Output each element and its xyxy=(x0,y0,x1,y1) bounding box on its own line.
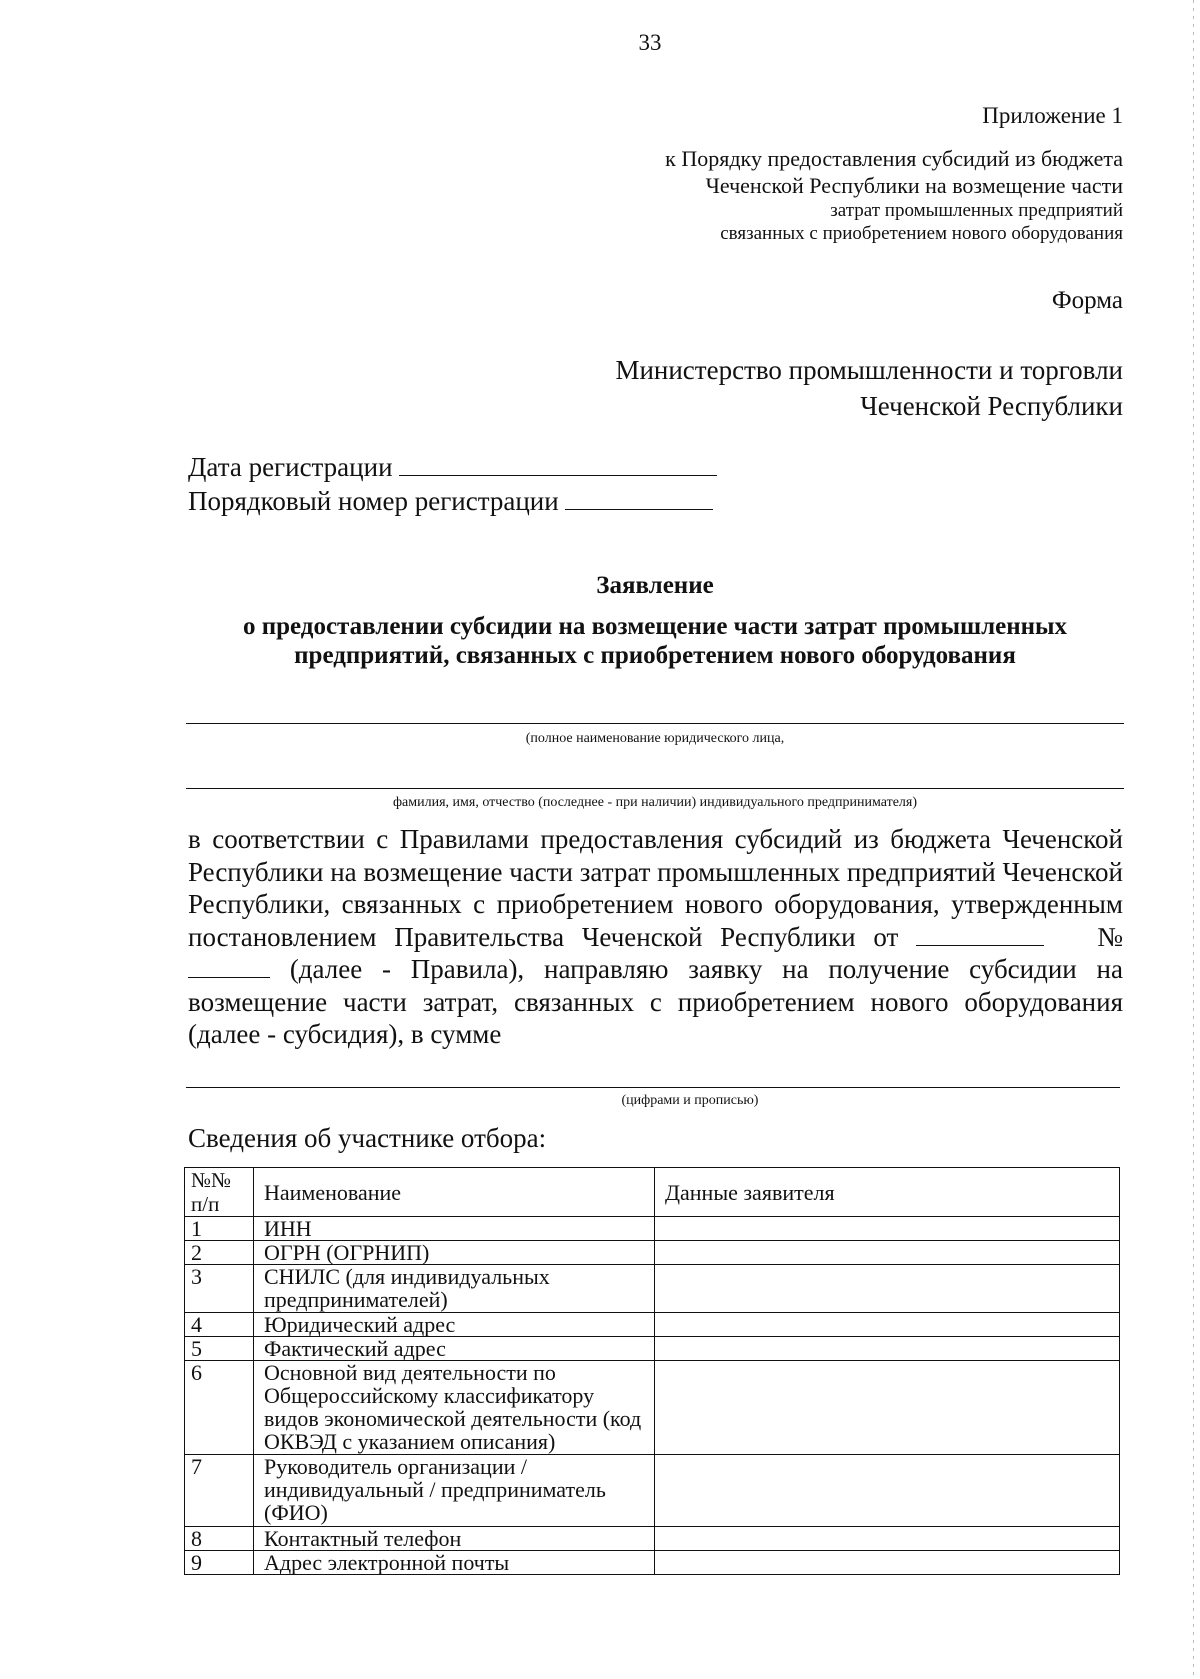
form-label: Форма xyxy=(1051,287,1123,314)
appendix-line: к Порядку предоставления субсидий из бюджета xyxy=(665,146,1123,171)
row-num: 5 xyxy=(185,1337,254,1361)
row-num: 8 xyxy=(185,1527,254,1551)
row-data[interactable] xyxy=(655,1337,1120,1361)
info-table xyxy=(184,1167,1120,1575)
row-name: Адрес электронной почты xyxy=(254,1551,655,1575)
recipient-line-2: Чеченской Республики xyxy=(860,391,1123,421)
table-row xyxy=(185,1551,1120,1575)
table-row xyxy=(185,1265,1120,1313)
registration-number-label: Порядковый номер регистрации xyxy=(188,486,559,516)
header-num: №№ п/п xyxy=(185,1168,254,1217)
row-data[interactable] xyxy=(655,1217,1120,1241)
row-data[interactable] xyxy=(655,1265,1120,1313)
appendix-title: Приложение 1 xyxy=(982,103,1123,128)
row-name: ИНН xyxy=(254,1217,655,1241)
body-paragraph xyxy=(188,823,1123,1051)
entrepreneur-name-field[interactable] xyxy=(186,788,1124,789)
scan-edge xyxy=(1193,0,1194,1679)
table-row xyxy=(185,1361,1120,1455)
legal-name-field[interactable] xyxy=(186,723,1124,724)
page-number: 33 xyxy=(638,30,662,55)
body-part-2: (далее - Правила), направляю заявку на получение субсидии на возмещение части затрат, связанных с приобретением нового оборудования (далее - субсидия), в сумме xyxy=(188,954,1123,1049)
body-part-1: в соответствии с Правилами предоставления субсидий из бюджета Чеченской Республики на возмещение части затрат промышленных предприятий Чеченской Республики, связанных с приобретением нового оборудования, утвержденным постановлением Правительства Чеченской Республики от xyxy=(188,824,1123,952)
row-name: Юридический адрес xyxy=(254,1313,655,1337)
row-num: 1 xyxy=(185,1217,254,1241)
heading-title: Заявление xyxy=(596,572,714,599)
row-name: ОГРН (ОГРНИП) xyxy=(254,1241,655,1265)
row-data[interactable] xyxy=(655,1455,1120,1527)
row-name: Руководитель организации / индивидуальный / предприниматель (ФИО) xyxy=(254,1455,655,1527)
table-row xyxy=(185,1241,1120,1265)
table-header-row xyxy=(185,1168,1120,1217)
row-name: Контактный телефон xyxy=(254,1527,655,1551)
decree-number-field[interactable] xyxy=(188,977,270,978)
registration-block xyxy=(188,450,717,518)
appendix-line: Чеченской Республики на возмещение части xyxy=(705,173,1123,198)
appendix-line: связанных с приобретением нового оборудования xyxy=(720,223,1123,244)
row-name: Основной вид деятельности по Общероссийскому классификатору видов экономической деятельности (код ОКВЭД с указанием описания) xyxy=(254,1361,655,1455)
decree-date-field[interactable] xyxy=(916,945,1044,946)
table-row xyxy=(185,1527,1120,1551)
row-name: Фактический адрес xyxy=(254,1337,655,1361)
row-num: 7 xyxy=(185,1455,254,1527)
entrepreneur-name-caption: фамилия, имя, отчество (последнее - при наличии) индивидуального предпринимателя) xyxy=(392,795,918,810)
table-row xyxy=(185,1313,1120,1337)
row-num: 6 xyxy=(185,1361,254,1455)
legal-name-caption: (полное наименование юридического лица, xyxy=(525,731,785,746)
row-data[interactable] xyxy=(655,1551,1120,1575)
heading-subtitle xyxy=(186,612,1124,670)
recipient-line-1: Министерство промышленности и торговли xyxy=(615,355,1123,385)
info-title: Сведения об участнике отбора: xyxy=(188,1123,547,1153)
appendix-block xyxy=(560,145,1123,245)
header-data: Данные заявителя xyxy=(655,1168,1120,1217)
registration-date-label: Дата регистрации xyxy=(188,452,393,482)
number-sign: № xyxy=(1097,921,1124,952)
table-row xyxy=(185,1455,1120,1527)
amount-caption: (цифрами и прописью) xyxy=(621,1093,759,1108)
row-data[interactable] xyxy=(655,1313,1120,1337)
registration-number-field[interactable] xyxy=(565,509,713,510)
row-num: 4 xyxy=(185,1313,254,1337)
amount-field[interactable] xyxy=(186,1087,1120,1088)
appendix-line: затрат промышленных предприятий xyxy=(830,200,1123,221)
row-data[interactable] xyxy=(655,1241,1120,1265)
registration-date xyxy=(188,450,717,484)
table-row xyxy=(185,1217,1120,1241)
recipient-block xyxy=(560,352,1123,424)
row-data[interactable] xyxy=(655,1361,1120,1455)
row-num: 3 xyxy=(185,1265,254,1313)
row-data[interactable] xyxy=(655,1527,1120,1551)
registration-number xyxy=(188,484,717,518)
table-row xyxy=(185,1337,1120,1361)
heading-line-1: о предоставлении субсидии на возмещение части затрат промышленных xyxy=(242,613,1068,640)
heading-line-2: предприятий, связанных с приобретением нового оборудования xyxy=(294,642,1016,669)
registration-date-field[interactable] xyxy=(399,475,717,476)
row-num: 2 xyxy=(185,1241,254,1265)
header-name: Наименование xyxy=(254,1168,655,1217)
row-num: 9 xyxy=(185,1551,254,1575)
row-name: СНИЛС (для индивидуальных предпринимателей) xyxy=(254,1265,655,1313)
